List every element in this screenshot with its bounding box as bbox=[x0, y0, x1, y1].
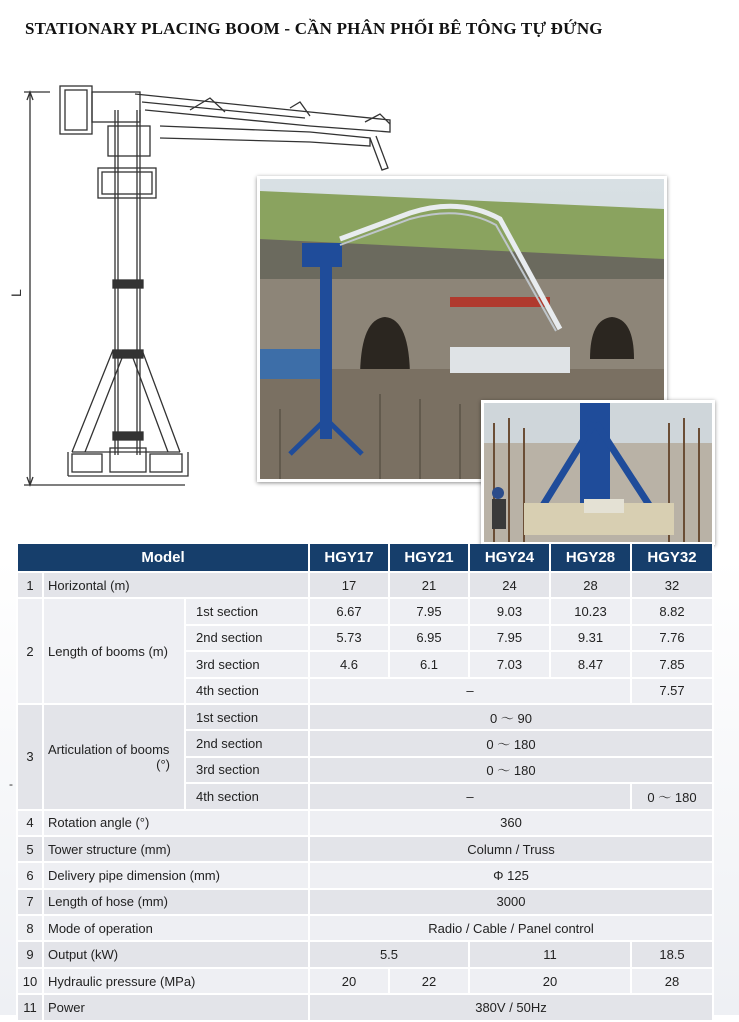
cell: 22 bbox=[389, 968, 469, 994]
table-row bbox=[17, 810, 713, 836]
section-label: 1st section bbox=[185, 704, 309, 730]
table-row bbox=[17, 704, 713, 730]
cell: 7.95 bbox=[469, 625, 550, 651]
row-label: Hydraulic pressure (MPa) bbox=[43, 968, 309, 994]
cell: 24 bbox=[469, 572, 550, 598]
row-label: Delivery pipe dimension (mm) bbox=[43, 862, 309, 888]
row-number: 10 bbox=[17, 968, 43, 994]
cell: 21 bbox=[389, 572, 469, 598]
row-number: 4 bbox=[17, 810, 43, 836]
cell: 17 bbox=[309, 572, 389, 598]
row-label: Mode of operation bbox=[43, 915, 309, 941]
cell: 9.03 bbox=[469, 598, 550, 624]
cell-span: 0 ～ 180 bbox=[309, 730, 713, 756]
cell-span: 11 bbox=[469, 941, 631, 967]
cell: 6.95 bbox=[389, 625, 469, 651]
cell: 7.76 bbox=[631, 625, 713, 651]
cell-span: Radio / Cable / Panel control bbox=[309, 915, 713, 941]
cell: 7.95 bbox=[389, 598, 469, 624]
page-title: STATIONARY PLACING BOOM - CẦN PHÂN PHỐI BÊ TÔNG TỰ ĐỨNG bbox=[25, 19, 603, 38]
cell: 5.73 bbox=[309, 625, 389, 651]
cell-span: 0 ～ 90 bbox=[309, 704, 713, 730]
table-header-row bbox=[17, 544, 713, 572]
row-label-text: Articulation of booms bbox=[48, 741, 170, 757]
row-label: Output (kW) bbox=[43, 941, 309, 967]
table-row bbox=[17, 915, 713, 941]
cell-span: 380V / 50Hz bbox=[309, 994, 713, 1020]
section-label: 3rd section bbox=[185, 651, 309, 677]
cell: 9.31 bbox=[550, 625, 631, 651]
cell: 7.85 bbox=[631, 651, 713, 677]
cell-span: 360 bbox=[309, 810, 713, 836]
table-row bbox=[17, 889, 713, 915]
header-model: Model bbox=[17, 544, 309, 572]
cell: 18.5 bbox=[631, 941, 713, 967]
row-number: 3 bbox=[17, 704, 43, 810]
base-photo bbox=[481, 400, 715, 545]
margin-mark: - bbox=[9, 777, 13, 791]
row-number: 11 bbox=[17, 994, 43, 1020]
header-model-hgy17: HGY17 bbox=[309, 544, 389, 572]
table-row bbox=[17, 836, 713, 862]
table-row bbox=[17, 994, 713, 1020]
table-row bbox=[17, 862, 713, 888]
cell-span: – bbox=[309, 783, 631, 809]
row-label: Length of hose (mm) bbox=[43, 889, 309, 915]
header-model-hgy21: HGY21 bbox=[389, 544, 469, 572]
row-number: 9 bbox=[17, 941, 43, 967]
row-label: Power bbox=[43, 994, 309, 1020]
header-model-hgy28: HGY28 bbox=[550, 544, 631, 572]
cell: 32 bbox=[631, 572, 713, 598]
row-label: Tower structure (mm) bbox=[43, 836, 309, 862]
section-label: 3rd section bbox=[185, 757, 309, 783]
table-row bbox=[17, 941, 713, 967]
row-label bbox=[43, 704, 185, 810]
cell-span: – bbox=[309, 678, 631, 704]
cell: 4.6 bbox=[309, 651, 389, 677]
section-label: 4th section bbox=[185, 678, 309, 704]
row-number: 2 bbox=[17, 598, 43, 704]
row-number: 7 bbox=[17, 889, 43, 915]
cell: 10.23 bbox=[550, 598, 631, 624]
section-label: 2nd section bbox=[185, 625, 309, 651]
section-label: 2nd section bbox=[185, 730, 309, 756]
row-label: Rotation angle (°) bbox=[43, 810, 309, 836]
header-model-hgy24: HGY24 bbox=[469, 544, 550, 572]
cell: 7.57 bbox=[631, 678, 713, 704]
cell-span: 20 bbox=[469, 968, 631, 994]
cell: 8.47 bbox=[550, 651, 631, 677]
dimension-label-L: L bbox=[8, 289, 24, 297]
row-number: 8 bbox=[17, 915, 43, 941]
cell-span: Column / Truss bbox=[309, 836, 713, 862]
header-model-hgy32: HGY32 bbox=[631, 544, 713, 572]
row-label: Horizontal (m) bbox=[43, 572, 309, 598]
cell-span: 3000 bbox=[309, 889, 713, 915]
cell: 28 bbox=[550, 572, 631, 598]
row-label-unit: (°) bbox=[156, 756, 170, 772]
cell: 28 bbox=[631, 968, 713, 994]
specification-table bbox=[16, 544, 714, 1022]
table-row bbox=[17, 968, 713, 994]
row-label: Length of booms (m) bbox=[43, 598, 185, 704]
cell-span: 0 ～ 180 bbox=[309, 757, 713, 783]
section-label: 1st section bbox=[185, 598, 309, 624]
section-label: 4th section bbox=[185, 783, 309, 809]
cell: 8.82 bbox=[631, 598, 713, 624]
row-number: 1 bbox=[17, 572, 43, 598]
cell-span: 5.5 bbox=[309, 941, 469, 967]
table-row bbox=[17, 572, 713, 598]
table-row bbox=[17, 598, 713, 624]
row-number: 6 bbox=[17, 862, 43, 888]
cell: 20 bbox=[309, 968, 389, 994]
cell: 6.1 bbox=[389, 651, 469, 677]
row-number: 5 bbox=[17, 836, 43, 862]
cell-span: Φ 125 bbox=[309, 862, 713, 888]
cell: 7.03 bbox=[469, 651, 550, 677]
cell: 0 ～ 180 bbox=[631, 783, 713, 809]
cell: 6.67 bbox=[309, 598, 389, 624]
